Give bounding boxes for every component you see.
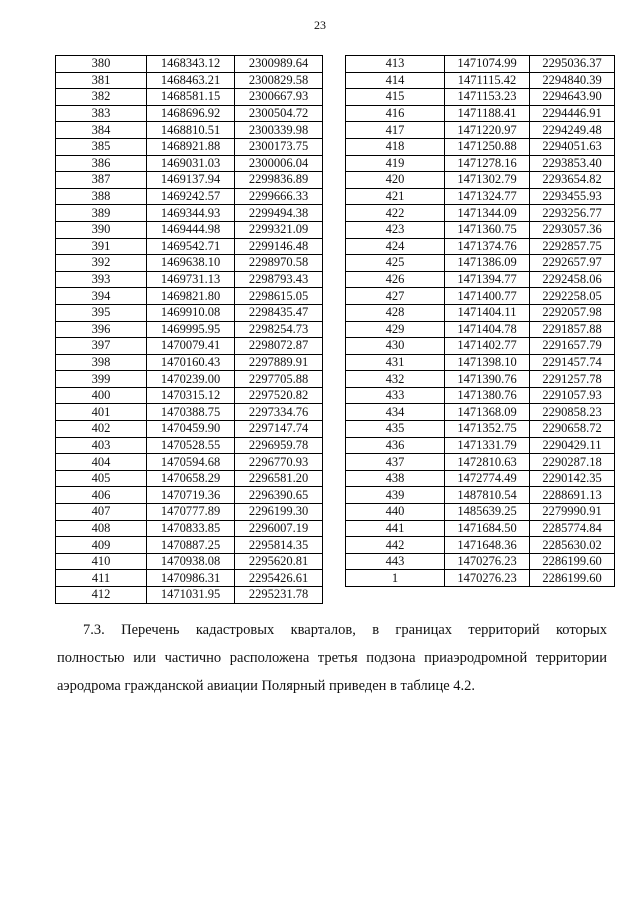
point-number-cell: 401 bbox=[56, 404, 147, 421]
point-number-cell: 388 bbox=[56, 188, 147, 205]
paragraph-line: аэродрома гражданской авиации Полярный приведен в таблице 4.2. bbox=[57, 678, 476, 694]
y-coordinate-cell: 2295426.61 bbox=[235, 570, 323, 587]
x-coordinate-cell: 1471374.76 bbox=[445, 238, 530, 255]
point-number-cell: 384 bbox=[56, 122, 147, 139]
table-row bbox=[56, 105, 323, 122]
y-coordinate-cell: 2298072.87 bbox=[235, 338, 323, 355]
x-coordinate-cell: 1471368.09 bbox=[445, 404, 530, 421]
y-coordinate-cell: 2295231.78 bbox=[235, 587, 323, 604]
table-row bbox=[56, 454, 323, 471]
table-row bbox=[56, 288, 323, 305]
y-coordinate-cell: 2294249.48 bbox=[530, 122, 615, 139]
y-coordinate-cell: 2296959.78 bbox=[235, 437, 323, 454]
x-coordinate-cell: 1472774.49 bbox=[445, 470, 530, 487]
y-coordinate-cell: 2299666.33 bbox=[235, 188, 323, 205]
y-coordinate-cell: 2293256.77 bbox=[530, 205, 615, 222]
x-coordinate-cell: 1471404.78 bbox=[445, 321, 530, 338]
y-coordinate-cell: 2299836.89 bbox=[235, 172, 323, 189]
y-coordinate-cell: 2297705.88 bbox=[235, 371, 323, 388]
point-number-cell: 435 bbox=[346, 421, 445, 438]
x-coordinate-cell: 1471398.10 bbox=[445, 354, 530, 371]
y-coordinate-cell: 2293455.93 bbox=[530, 188, 615, 205]
x-coordinate-cell: 1468696.92 bbox=[147, 105, 235, 122]
table-row bbox=[346, 553, 615, 570]
table-row bbox=[56, 205, 323, 222]
page-number: 23 bbox=[314, 18, 326, 32]
x-coordinate-cell: 1470276.23 bbox=[445, 570, 530, 587]
x-coordinate-cell: 1470079.41 bbox=[147, 338, 235, 355]
point-number-cell: 380 bbox=[56, 56, 147, 73]
table-row bbox=[56, 371, 323, 388]
table-row bbox=[56, 553, 323, 570]
x-coordinate-cell: 1469344.93 bbox=[147, 205, 235, 222]
table-row bbox=[346, 122, 615, 139]
point-number-cell: 437 bbox=[346, 454, 445, 471]
x-coordinate-cell: 1470938.08 bbox=[147, 553, 235, 570]
table-row bbox=[56, 404, 323, 421]
point-number-cell: 397 bbox=[56, 338, 147, 355]
paragraph-line: 7.3. Перечень кадастровых кварталов, в границах территорий которых bbox=[83, 622, 607, 638]
x-coordinate-cell: 1471344.09 bbox=[445, 205, 530, 222]
x-coordinate-cell: 1471390.76 bbox=[445, 371, 530, 388]
point-number-cell: 404 bbox=[56, 454, 147, 471]
table-row bbox=[346, 255, 615, 272]
y-coordinate-cell: 2297334.76 bbox=[235, 404, 323, 421]
x-coordinate-cell: 1469731.13 bbox=[147, 271, 235, 288]
table-row bbox=[346, 155, 615, 172]
point-number-cell: 418 bbox=[346, 138, 445, 155]
table-row bbox=[346, 72, 615, 89]
x-coordinate-cell: 1470777.89 bbox=[147, 504, 235, 521]
point-number-cell: 429 bbox=[346, 321, 445, 338]
x-coordinate-cell: 1470239.00 bbox=[147, 371, 235, 388]
y-coordinate-cell: 2294643.90 bbox=[530, 89, 615, 106]
y-coordinate-cell: 2298793.43 bbox=[235, 271, 323, 288]
y-coordinate-cell: 2295036.37 bbox=[530, 56, 615, 73]
point-number-cell: 383 bbox=[56, 105, 147, 122]
table-row bbox=[56, 520, 323, 537]
point-number-cell: 419 bbox=[346, 155, 445, 172]
table-row bbox=[56, 238, 323, 255]
x-coordinate-cell: 1468463.21 bbox=[147, 72, 235, 89]
y-coordinate-cell: 2299146.48 bbox=[235, 238, 323, 255]
y-coordinate-cell: 2290858.23 bbox=[530, 404, 615, 421]
table-row bbox=[56, 172, 323, 189]
y-coordinate-cell: 2286199.60 bbox=[530, 553, 615, 570]
x-coordinate-cell: 1471331.79 bbox=[445, 437, 530, 454]
point-number-cell: 408 bbox=[56, 520, 147, 537]
y-coordinate-cell: 2300006.04 bbox=[235, 155, 323, 172]
point-number-cell: 436 bbox=[346, 437, 445, 454]
point-number-cell: 413 bbox=[346, 56, 445, 73]
x-coordinate-cell: 1471302.79 bbox=[445, 172, 530, 189]
x-coordinate-cell: 1469137.94 bbox=[147, 172, 235, 189]
y-coordinate-cell: 2290142.35 bbox=[530, 470, 615, 487]
y-coordinate-cell: 2293853.40 bbox=[530, 155, 615, 172]
table-row bbox=[346, 421, 615, 438]
y-coordinate-cell: 2297889.91 bbox=[235, 354, 323, 371]
x-coordinate-cell: 1472810.63 bbox=[445, 454, 530, 471]
table-row bbox=[346, 537, 615, 554]
point-number-cell: 423 bbox=[346, 221, 445, 238]
y-coordinate-cell: 2298435.47 bbox=[235, 304, 323, 321]
y-coordinate-cell: 2292057.98 bbox=[530, 304, 615, 321]
x-coordinate-cell: 1471031.95 bbox=[147, 587, 235, 604]
y-coordinate-cell: 2290287.18 bbox=[530, 454, 615, 471]
table-row bbox=[346, 105, 615, 122]
point-number-cell: 412 bbox=[56, 587, 147, 604]
y-coordinate-cell: 2298970.58 bbox=[235, 255, 323, 272]
table-row bbox=[346, 487, 615, 504]
point-number-cell: 438 bbox=[346, 470, 445, 487]
y-coordinate-cell: 2296199.30 bbox=[235, 504, 323, 521]
table-row bbox=[346, 454, 615, 471]
y-coordinate-cell: 2293057.36 bbox=[530, 221, 615, 238]
point-number-cell: 415 bbox=[346, 89, 445, 106]
y-coordinate-cell: 2294840.39 bbox=[530, 72, 615, 89]
x-coordinate-cell: 1469995.95 bbox=[147, 321, 235, 338]
x-coordinate-cell: 1471360.75 bbox=[445, 221, 530, 238]
point-number-cell: 417 bbox=[346, 122, 445, 139]
x-coordinate-cell: 1469444.98 bbox=[147, 221, 235, 238]
x-coordinate-cell: 1470528.55 bbox=[147, 437, 235, 454]
point-number-cell: 395 bbox=[56, 304, 147, 321]
point-number-cell: 398 bbox=[56, 354, 147, 371]
y-coordinate-cell: 2291857.88 bbox=[530, 321, 615, 338]
table-row bbox=[346, 138, 615, 155]
table-row bbox=[56, 72, 323, 89]
table-row bbox=[56, 56, 323, 73]
table-row bbox=[346, 354, 615, 371]
x-coordinate-cell: 1470887.25 bbox=[147, 537, 235, 554]
x-coordinate-cell: 1470276.23 bbox=[445, 553, 530, 570]
table-row bbox=[56, 138, 323, 155]
x-coordinate-cell: 1485639.25 bbox=[445, 504, 530, 521]
point-number-cell: 440 bbox=[346, 504, 445, 521]
y-coordinate-cell: 2296390.65 bbox=[235, 487, 323, 504]
x-coordinate-cell: 1471394.77 bbox=[445, 271, 530, 288]
point-number-cell: 400 bbox=[56, 387, 147, 404]
y-coordinate-cell: 2299321.09 bbox=[235, 221, 323, 238]
table-row bbox=[346, 570, 615, 587]
x-coordinate-cell: 1468810.51 bbox=[147, 122, 235, 139]
table-row bbox=[346, 56, 615, 73]
point-number-cell: 420 bbox=[346, 172, 445, 189]
x-coordinate-cell: 1469542.71 bbox=[147, 238, 235, 255]
table-row bbox=[346, 371, 615, 388]
point-number-cell: 431 bbox=[346, 354, 445, 371]
y-coordinate-cell: 2300173.75 bbox=[235, 138, 323, 155]
point-number-cell: 382 bbox=[56, 89, 147, 106]
x-coordinate-cell: 1469910.08 bbox=[147, 304, 235, 321]
table-row bbox=[346, 338, 615, 355]
point-number-cell: 385 bbox=[56, 138, 147, 155]
table-row bbox=[56, 387, 323, 404]
point-number-cell: 406 bbox=[56, 487, 147, 504]
y-coordinate-cell: 2290658.72 bbox=[530, 421, 615, 438]
point-number-cell: 381 bbox=[56, 72, 147, 89]
table-row bbox=[346, 238, 615, 255]
table-row bbox=[346, 437, 615, 454]
table-row bbox=[56, 89, 323, 106]
y-coordinate-cell: 2300504.72 bbox=[235, 105, 323, 122]
x-coordinate-cell: 1471380.76 bbox=[445, 387, 530, 404]
y-coordinate-cell: 2285630.02 bbox=[530, 537, 615, 554]
y-coordinate-cell: 2292657.97 bbox=[530, 255, 615, 272]
coordinates-table-left bbox=[55, 55, 323, 604]
point-number-cell: 403 bbox=[56, 437, 147, 454]
table-row bbox=[346, 321, 615, 338]
point-number-cell: 386 bbox=[56, 155, 147, 172]
table-row bbox=[56, 221, 323, 238]
point-number-cell: 422 bbox=[346, 205, 445, 222]
y-coordinate-cell: 2292458.06 bbox=[530, 271, 615, 288]
x-coordinate-cell: 1471402.77 bbox=[445, 338, 530, 355]
y-coordinate-cell: 2291057.93 bbox=[530, 387, 615, 404]
y-coordinate-cell: 2298615.05 bbox=[235, 288, 323, 305]
table-row bbox=[56, 487, 323, 504]
x-coordinate-cell: 1470658.29 bbox=[147, 470, 235, 487]
point-number-cell: 441 bbox=[346, 520, 445, 537]
point-number-cell: 391 bbox=[56, 238, 147, 255]
y-coordinate-cell: 2300989.64 bbox=[235, 56, 323, 73]
y-coordinate-cell: 2300829.58 bbox=[235, 72, 323, 89]
x-coordinate-cell: 1471386.09 bbox=[445, 255, 530, 272]
table-row bbox=[346, 404, 615, 421]
x-coordinate-cell: 1470833.85 bbox=[147, 520, 235, 537]
point-number-cell: 442 bbox=[346, 537, 445, 554]
point-number-cell: 416 bbox=[346, 105, 445, 122]
point-number-cell: 434 bbox=[346, 404, 445, 421]
table-row bbox=[56, 255, 323, 272]
y-coordinate-cell: 2294446.91 bbox=[530, 105, 615, 122]
x-coordinate-cell: 1469638.10 bbox=[147, 255, 235, 272]
point-number-cell: 427 bbox=[346, 288, 445, 305]
point-number-cell: 390 bbox=[56, 221, 147, 238]
point-number-cell: 426 bbox=[346, 271, 445, 288]
x-coordinate-cell: 1470719.36 bbox=[147, 487, 235, 504]
y-coordinate-cell: 2291257.78 bbox=[530, 371, 615, 388]
point-number-cell: 433 bbox=[346, 387, 445, 404]
x-coordinate-cell: 1471278.16 bbox=[445, 155, 530, 172]
point-number-cell: 424 bbox=[346, 238, 445, 255]
x-coordinate-cell: 1471324.77 bbox=[445, 188, 530, 205]
point-number-cell: 409 bbox=[56, 537, 147, 554]
table-row bbox=[56, 338, 323, 355]
x-coordinate-cell: 1468343.12 bbox=[147, 56, 235, 73]
point-number-cell: 443 bbox=[346, 553, 445, 570]
section-paragraph bbox=[57, 616, 607, 700]
x-coordinate-cell: 1471648.36 bbox=[445, 537, 530, 554]
x-coordinate-cell: 1470986.31 bbox=[147, 570, 235, 587]
y-coordinate-cell: 2291457.74 bbox=[530, 354, 615, 371]
table-row bbox=[346, 288, 615, 305]
table-row bbox=[56, 504, 323, 521]
x-coordinate-cell: 1471404.11 bbox=[445, 304, 530, 321]
point-number-cell: 421 bbox=[346, 188, 445, 205]
y-coordinate-cell: 2292258.05 bbox=[530, 288, 615, 305]
table-row bbox=[56, 570, 323, 587]
y-coordinate-cell: 2299494.38 bbox=[235, 205, 323, 222]
x-coordinate-cell: 1471074.99 bbox=[445, 56, 530, 73]
point-number-cell: 396 bbox=[56, 321, 147, 338]
paragraph-line: полностью или частично расположена третья подзона приаэродромной территории bbox=[57, 650, 607, 666]
x-coordinate-cell: 1471220.97 bbox=[445, 122, 530, 139]
point-number-cell: 410 bbox=[56, 553, 147, 570]
y-coordinate-cell: 2297520.82 bbox=[235, 387, 323, 404]
point-number-cell: 430 bbox=[346, 338, 445, 355]
x-coordinate-cell: 1470459.90 bbox=[147, 421, 235, 438]
table-row bbox=[56, 321, 323, 338]
point-number-cell: 392 bbox=[56, 255, 147, 272]
y-coordinate-cell: 2296581.20 bbox=[235, 470, 323, 487]
x-coordinate-cell: 1469242.57 bbox=[147, 188, 235, 205]
point-number-cell: 428 bbox=[346, 304, 445, 321]
point-number-cell: 405 bbox=[56, 470, 147, 487]
table-row bbox=[56, 155, 323, 172]
point-number-cell: 399 bbox=[56, 371, 147, 388]
table-row bbox=[56, 421, 323, 438]
table-row bbox=[346, 504, 615, 521]
x-coordinate-cell: 1470594.68 bbox=[147, 454, 235, 471]
x-coordinate-cell: 1471250.88 bbox=[445, 138, 530, 155]
point-number-cell: 411 bbox=[56, 570, 147, 587]
x-coordinate-cell: 1471188.41 bbox=[445, 105, 530, 122]
x-coordinate-cell: 1471153.23 bbox=[445, 89, 530, 106]
table-row bbox=[56, 537, 323, 554]
point-number-cell: 393 bbox=[56, 271, 147, 288]
y-coordinate-cell: 2295620.81 bbox=[235, 553, 323, 570]
y-coordinate-cell: 2297147.74 bbox=[235, 421, 323, 438]
point-number-cell: 394 bbox=[56, 288, 147, 305]
y-coordinate-cell: 2286199.60 bbox=[530, 570, 615, 587]
table-row bbox=[346, 188, 615, 205]
y-coordinate-cell: 2300339.98 bbox=[235, 122, 323, 139]
x-coordinate-cell: 1471115.42 bbox=[445, 72, 530, 89]
x-coordinate-cell: 1470160.43 bbox=[147, 354, 235, 371]
y-coordinate-cell: 2285774.84 bbox=[530, 520, 615, 537]
table-row bbox=[56, 304, 323, 321]
x-coordinate-cell: 1470388.75 bbox=[147, 404, 235, 421]
x-coordinate-cell: 1471352.75 bbox=[445, 421, 530, 438]
table-row bbox=[346, 304, 615, 321]
x-coordinate-cell: 1469031.03 bbox=[147, 155, 235, 172]
y-coordinate-cell: 2290429.11 bbox=[530, 437, 615, 454]
point-number-cell: 1 bbox=[346, 570, 445, 587]
point-number-cell: 414 bbox=[346, 72, 445, 89]
table-row bbox=[346, 89, 615, 106]
point-number-cell: 432 bbox=[346, 371, 445, 388]
y-coordinate-cell: 2291657.79 bbox=[530, 338, 615, 355]
y-coordinate-cell: 2298254.73 bbox=[235, 321, 323, 338]
y-coordinate-cell: 2295814.35 bbox=[235, 537, 323, 554]
x-coordinate-cell: 1468581.15 bbox=[147, 89, 235, 106]
x-coordinate-cell: 1468921.88 bbox=[147, 138, 235, 155]
y-coordinate-cell: 2293654.82 bbox=[530, 172, 615, 189]
y-coordinate-cell: 2300667.93 bbox=[235, 89, 323, 106]
table-row bbox=[56, 354, 323, 371]
y-coordinate-cell: 2292857.75 bbox=[530, 238, 615, 255]
x-coordinate-cell: 1470315.12 bbox=[147, 387, 235, 404]
x-coordinate-cell: 1471400.77 bbox=[445, 288, 530, 305]
point-number-cell: 387 bbox=[56, 172, 147, 189]
y-coordinate-cell: 2279990.91 bbox=[530, 504, 615, 521]
y-coordinate-cell: 2294051.63 bbox=[530, 138, 615, 155]
table-row bbox=[56, 470, 323, 487]
point-number-cell: 425 bbox=[346, 255, 445, 272]
y-coordinate-cell: 2296770.93 bbox=[235, 454, 323, 471]
table-row bbox=[346, 172, 615, 189]
x-coordinate-cell: 1487810.54 bbox=[445, 487, 530, 504]
table-row bbox=[346, 470, 615, 487]
table-row bbox=[56, 122, 323, 139]
table-row bbox=[346, 387, 615, 404]
x-coordinate-cell: 1471684.50 bbox=[445, 520, 530, 537]
y-coordinate-cell: 2296007.19 bbox=[235, 520, 323, 537]
point-number-cell: 439 bbox=[346, 487, 445, 504]
table-row bbox=[56, 271, 323, 288]
point-number-cell: 407 bbox=[56, 504, 147, 521]
table-row bbox=[346, 520, 615, 537]
point-number-cell: 402 bbox=[56, 421, 147, 438]
table-row bbox=[56, 188, 323, 205]
x-coordinate-cell: 1469821.80 bbox=[147, 288, 235, 305]
table-row bbox=[346, 205, 615, 222]
table-row bbox=[56, 587, 323, 604]
y-coordinate-cell: 2288691.13 bbox=[530, 487, 615, 504]
point-number-cell: 389 bbox=[56, 205, 147, 222]
table-row bbox=[56, 437, 323, 454]
coordinates-table-right bbox=[345, 55, 615, 587]
table-row bbox=[346, 221, 615, 238]
table-row bbox=[346, 271, 615, 288]
